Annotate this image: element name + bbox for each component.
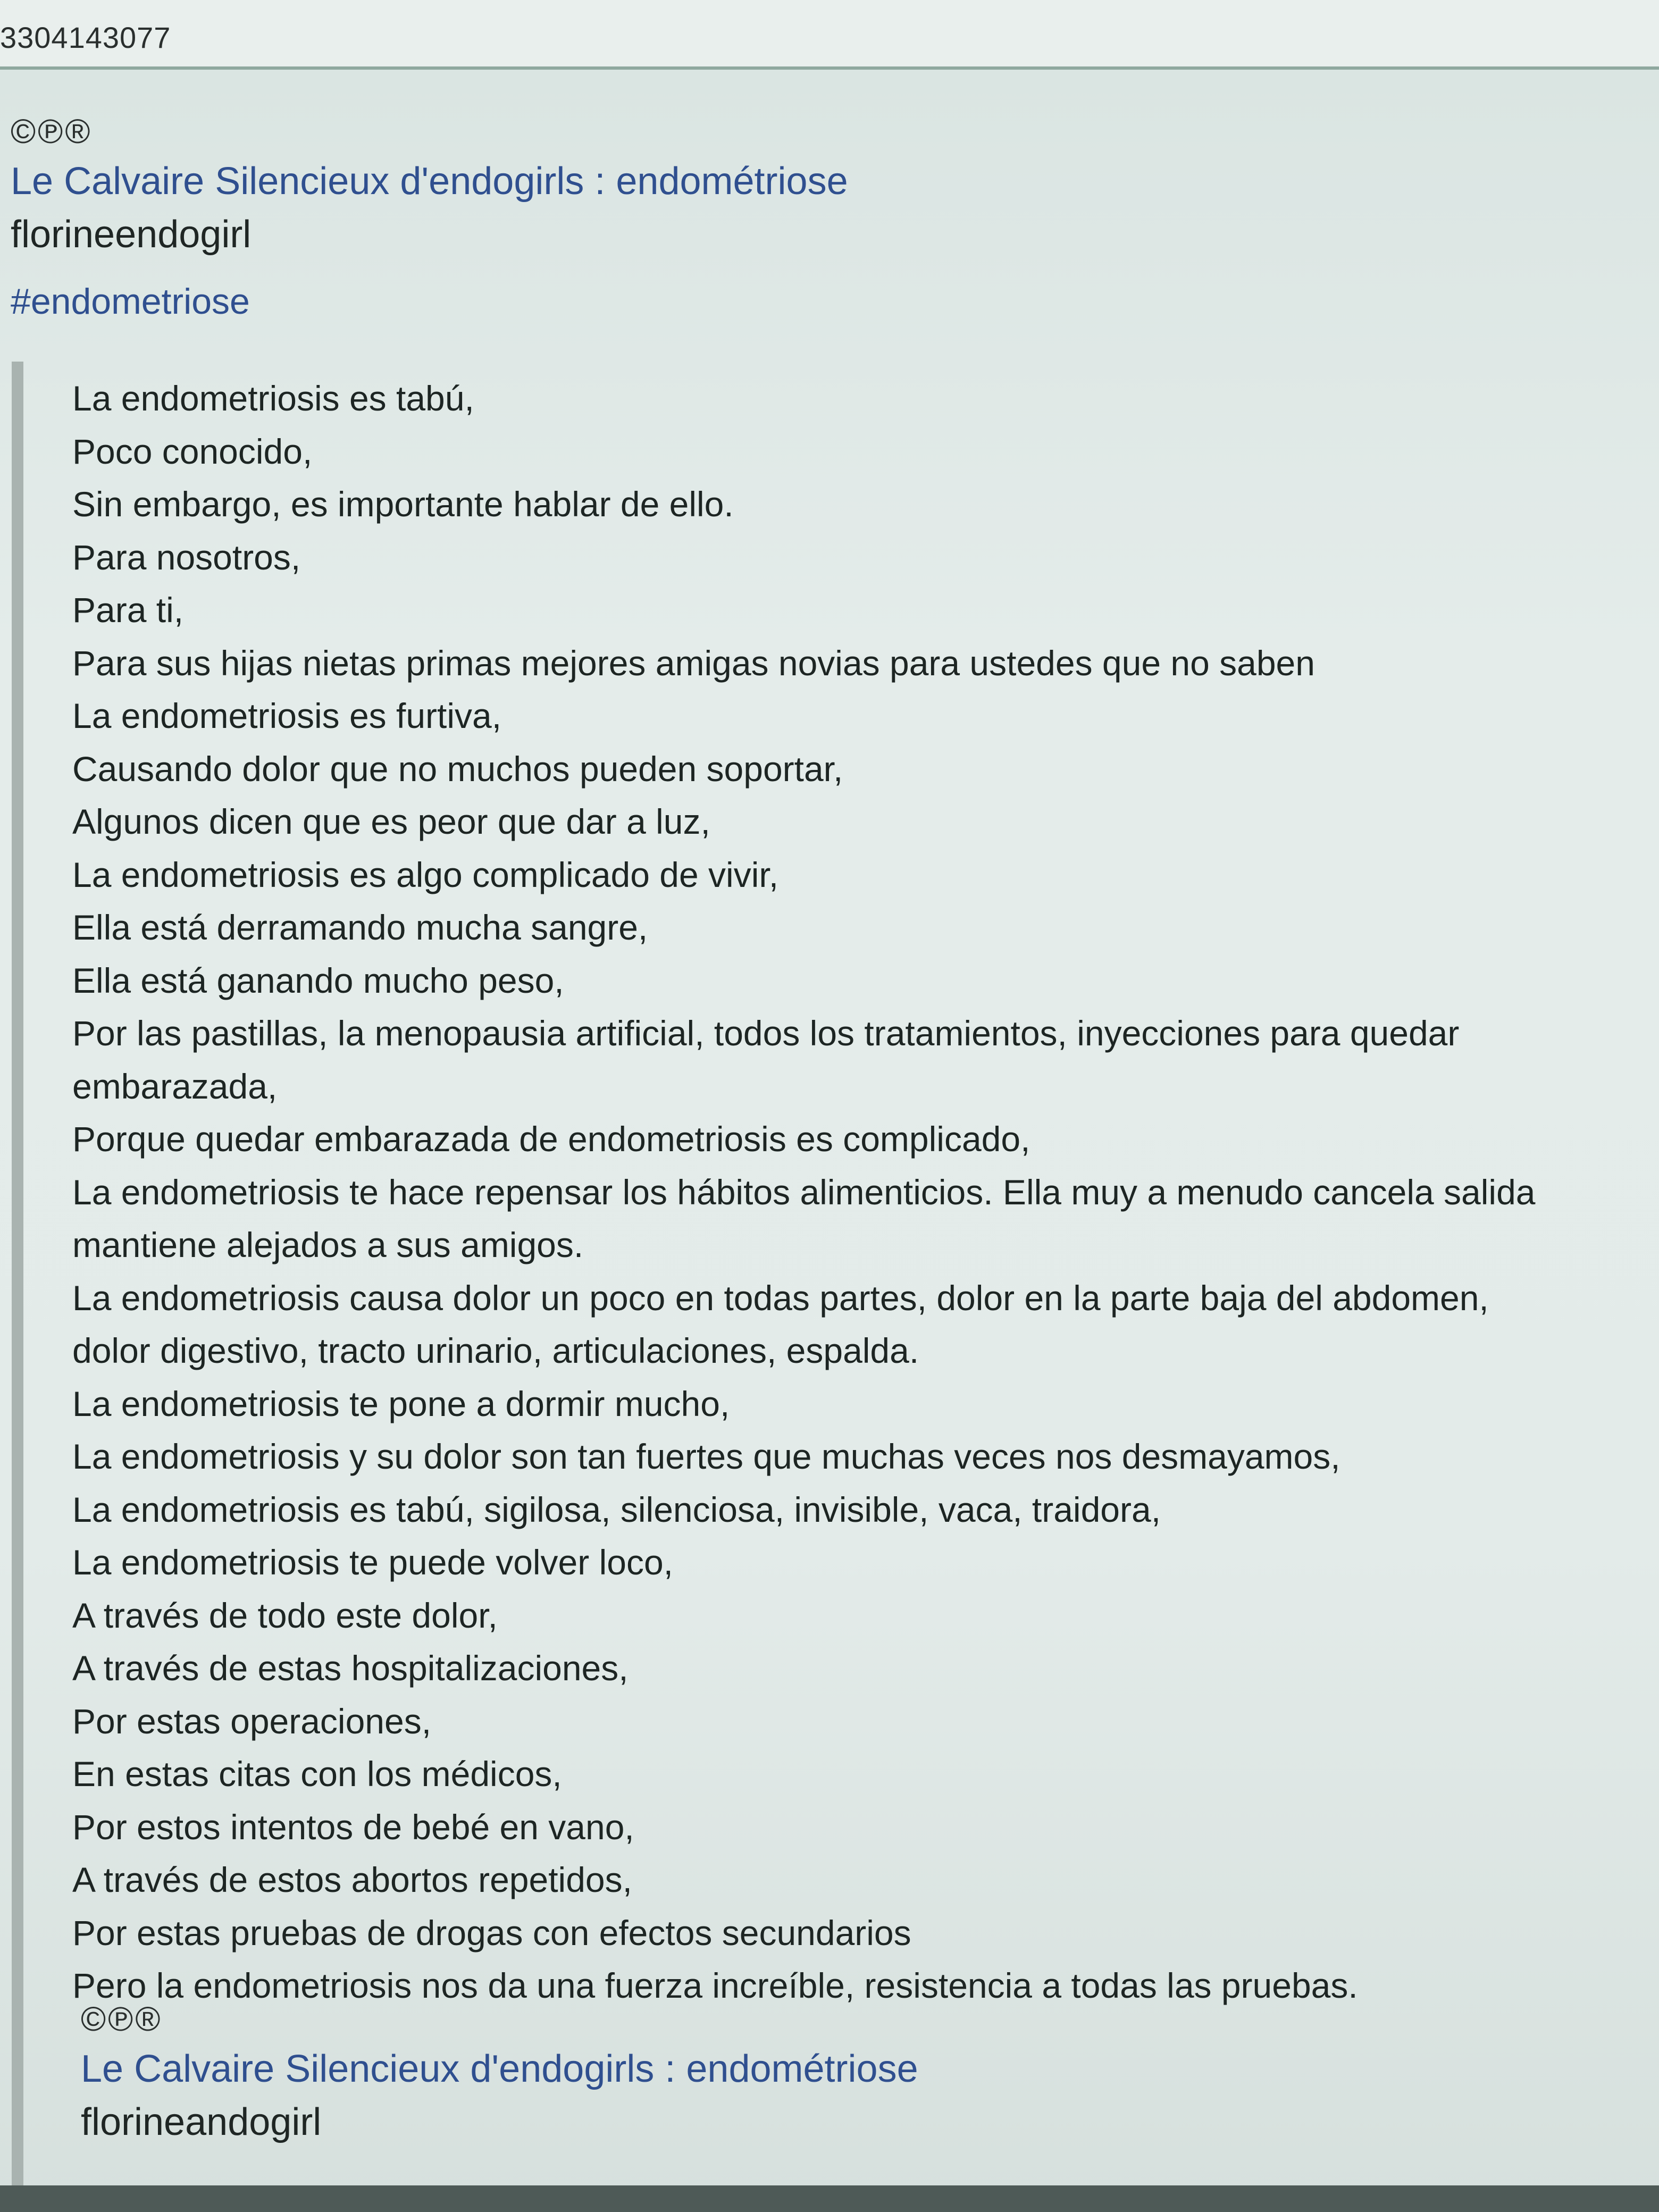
- poem-line: Ella está ganando mucho peso,: [72, 960, 564, 1000]
- poem-line: En estas citas con los médicos,: [72, 1754, 562, 1794]
- bottom-bar: [0, 2185, 1659, 2212]
- quote-footer: [81, 1999, 918, 2159]
- poem-line: A través de estas hospitalizaciones,: [72, 1648, 629, 1688]
- poem-line: embarazada,: [72, 1066, 278, 1106]
- footer-author-name: florineandogirl: [81, 2101, 322, 2143]
- post-id-text: 3304143077: [0, 21, 171, 54]
- hashtag-link[interactable]: #endometriose: [11, 281, 250, 322]
- quote-block: [12, 362, 1659, 2201]
- poem-line: A través de estos abortos repetidos,: [72, 1860, 632, 1899]
- poem-line: Causando dolor que no muchos pueden soportar,: [72, 749, 843, 789]
- author-name: florineendogirl: [11, 213, 252, 256]
- poem-line: Poco conocido,: [72, 431, 313, 471]
- poem-line: Por estas pruebas de drogas con efectos secundarios: [72, 1913, 911, 1953]
- poem-line: Ella está derramando mucha sangre,: [72, 908, 648, 947]
- copyright-symbols: ©℗®: [11, 112, 93, 150]
- blog-title-link-text[interactable]: Le Calvaire Silencieux d'endogirls : endométriose: [11, 160, 848, 203]
- poem-line: Sin embargo, es importante hablar de ello.: [72, 484, 734, 524]
- poem-line: La endometriosis causa dolor un poco en todas partes, dolor en la parte baja del abdomen,: [72, 1278, 1489, 1318]
- poem-line: Algunos dicen que es peor que dar a luz,: [72, 802, 710, 841]
- poem-line: La endometriosis te pone a dormir mucho,: [72, 1384, 730, 1423]
- poem-line: La endometriosis te puede volver loco,: [72, 1543, 673, 1582]
- poem-line: Para nosotros,: [72, 537, 301, 577]
- poem-line: La endometriosis es tabú,: [72, 379, 474, 418]
- poem-line: La endometriosis es furtiva,: [72, 696, 502, 735]
- poem-body: [72, 372, 1659, 2013]
- poem-line: Porque quedar embarazada de endometriosis es complicado,: [72, 1119, 1030, 1159]
- top-bar: [0, 0, 1659, 70]
- poem-line: mantiene alejados a sus amigos.: [72, 1225, 584, 1264]
- poem-line: Para sus hijas nietas primas mejores amigas novias para ustedes que no saben: [72, 643, 1315, 683]
- poem-line: La endometriosis te hace repensar los hábitos alimenticios. Ella muy a menudo cancela salida: [72, 1172, 1536, 1212]
- footer-copyright-symbols: ©℗®: [81, 2000, 163, 2038]
- poem-line: La endometriosis es tabú, sigilosa, silenciosa, invisible, vaca, traidora,: [72, 1489, 1161, 1529]
- poem-line: La endometriosis es algo complicado de vivir,: [72, 854, 779, 894]
- poem-line: Pero la endometriosis nos da una fuerza increíble, resistencia a todas las pruebas.: [72, 1966, 1358, 2005]
- poem-line: Para ti,: [72, 590, 184, 630]
- poem-line: Por las pastillas, la menopausia artificial, todos los tratamientos, inyecciones para quedar: [72, 1013, 1460, 1053]
- poem-line: A través de todo este dolor,: [72, 1595, 498, 1635]
- footer-blog-title-link-text[interactable]: Le Calvaire Silencieux d'endogirls : endométriose: [81, 2048, 918, 2090]
- poem-line: La endometriosis y su dolor son tan fuertes que muchas veces nos desmayamos,: [72, 1437, 1340, 1476]
- poem-line: dolor digestivo, tracto urinario, articulaciones, espalda.: [72, 1331, 919, 1370]
- poem-line: Por estos intentos de bebé en vano,: [72, 1807, 634, 1847]
- blog-title-link[interactable]: [11, 160, 848, 213]
- post-header: [11, 112, 848, 322]
- poem-line: Por estas operaciones,: [72, 1701, 432, 1741]
- footer-blog-title-link[interactable]: [81, 2047, 918, 2100]
